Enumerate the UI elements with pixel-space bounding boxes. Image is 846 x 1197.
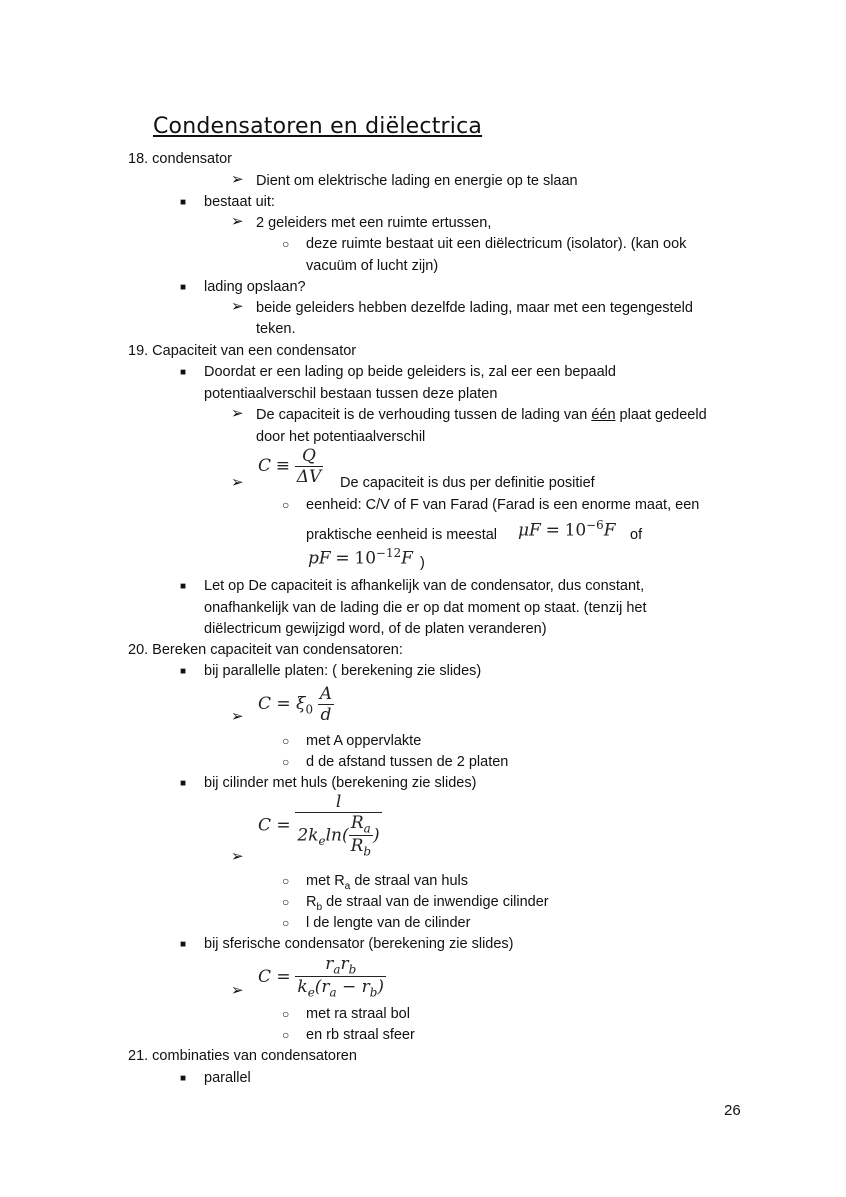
- fraction: [318, 684, 334, 725]
- text-line: deze ruimte bestaat uit een diëlectricum (isolator). (kan ook: [306, 236, 687, 252]
- formula-symbol: 2k: [297, 825, 319, 846]
- square-bullet-icon: ■: [180, 197, 187, 208]
- numerator: A: [319, 684, 333, 704]
- text-line: De capaciteit is dus per definitie positief: [340, 475, 595, 491]
- subscript: 0: [305, 702, 314, 717]
- text-line: l de lengte van de cilinder: [306, 915, 471, 931]
- square-bullet-icon: ■: [180, 1073, 187, 1084]
- denominator: [295, 976, 386, 999]
- circle-bullet-icon: ○: [282, 1007, 290, 1021]
- arrow-bullet-icon: ➢: [231, 213, 244, 230]
- formula-symbol: C: [258, 455, 272, 476]
- square-bullet-icon: ■: [180, 778, 187, 789]
- emphasized-word: één: [591, 407, 616, 423]
- formula-symbol: R: [350, 813, 364, 833]
- text-line: of: [630, 527, 643, 543]
- cylinder-formula: [258, 792, 382, 859]
- text-line: lading opslaan?: [204, 279, 306, 295]
- text-line: vacuüm of lucht zijn): [306, 258, 439, 274]
- text-line: bij parallelle platen: ( berekening zie slides): [204, 663, 482, 679]
- formula-symbol: ≡: [275, 455, 290, 476]
- page-number: 26: [724, 1102, 741, 1119]
- fraction: [349, 813, 373, 859]
- subscript: a: [333, 962, 341, 977]
- formula-symbol: ): [377, 977, 385, 998]
- formula-symbol: F: [401, 548, 413, 569]
- formula-symbol: − r: [336, 977, 370, 998]
- subscript: b: [363, 844, 372, 859]
- text-line: ): [420, 555, 425, 571]
- formula-symbol: pF: [308, 548, 331, 569]
- section-19-heading: 19. Capaciteit van een condensator: [128, 343, 357, 359]
- circle-bullet-icon: ○: [282, 498, 290, 512]
- denominator: d: [318, 704, 334, 725]
- circle-bullet-icon: ○: [282, 237, 290, 251]
- text-line: beide geleiders hebben dezelfde lading, maar met een tegengesteld: [256, 300, 693, 316]
- text-fragment: de straal van de inwendige cilinder: [322, 894, 549, 910]
- circle-bullet-icon: ○: [282, 874, 290, 888]
- square-bullet-icon: ■: [180, 939, 187, 950]
- text-fragment: met R: [306, 873, 345, 889]
- text-line: met A oppervlakte: [306, 733, 422, 749]
- text-line: bij cilinder met huls (berekening zie slides): [204, 775, 477, 791]
- fraction: [295, 954, 386, 1000]
- exponent: −6: [586, 518, 604, 532]
- formula-symbol: C = ξ: [258, 693, 306, 714]
- denominator: ΔV: [296, 467, 322, 487]
- circle-bullet-icon: ○: [282, 734, 290, 748]
- text-fragment: plaat gedeeld: [615, 407, 707, 423]
- square-bullet-icon: ■: [180, 367, 187, 378]
- text-line: Doordat er een lading op beide geleiders is, zal eer een bepaald: [204, 364, 616, 380]
- section-21-heading: 21. combinaties van condensatoren: [128, 1048, 357, 1064]
- formula-symbol: (r: [314, 977, 330, 998]
- formula-symbol: μF: [518, 520, 541, 541]
- text-line: met ra straal bol: [306, 1006, 410, 1022]
- square-bullet-icon: ■: [180, 282, 187, 293]
- numerator: l: [335, 792, 342, 812]
- text-line: parallel: [204, 1070, 251, 1086]
- subscript: e: [318, 833, 326, 848]
- numerator: Q: [302, 446, 316, 466]
- arrow-bullet-icon: ➢: [231, 848, 244, 865]
- text-line: door het potentiaalverschil: [256, 429, 426, 445]
- spherical-formula: [258, 954, 386, 1000]
- fraction: [295, 792, 381, 859]
- text-line: diëlectricum gewijzigd word, of de platen veranderen): [204, 621, 547, 637]
- circle-bullet-icon: ○: [282, 1028, 290, 1042]
- denominator: [349, 835, 373, 858]
- text-line: bestaat uit:: [204, 194, 275, 210]
- section-20-heading: 20. Bereken capaciteit van condensatoren:: [128, 642, 403, 658]
- arrow-bullet-icon: ➢: [231, 171, 244, 188]
- exponent: −12: [376, 546, 402, 560]
- formula-symbol: 10: [564, 520, 587, 541]
- circle-bullet-icon: ○: [282, 755, 290, 769]
- arrow-bullet-icon: ➢: [231, 405, 244, 422]
- text-fragment: de straal van huls: [350, 873, 468, 889]
- fraction: [295, 446, 324, 487]
- subscript: a: [329, 985, 337, 1000]
- arrow-bullet-icon: ➢: [231, 298, 244, 315]
- formula-symbol: F: [603, 520, 616, 541]
- formula-symbol: 10: [354, 548, 377, 569]
- subscript: b: [316, 901, 323, 913]
- subscript: a: [344, 880, 351, 892]
- denominator: [295, 812, 381, 859]
- text-line: bij sferische condensator (berekening zie slides): [204, 936, 514, 952]
- formula-symbol: R: [350, 836, 364, 857]
- numerator: [349, 813, 373, 835]
- subscript: a: [363, 821, 371, 836]
- text-line: eenheid: C/V of F van Farad (Farad is een enorme maat, een: [306, 497, 700, 513]
- formula-symbol: k: [297, 977, 308, 998]
- formula-symbol: ln(: [325, 825, 349, 846]
- text-line: [256, 406, 707, 424]
- text-line: en rb straal sfeer: [306, 1027, 415, 1043]
- pico-farad-formula: [308, 546, 413, 569]
- text-line: Dient om elektrische lading en energie op te slaan: [256, 173, 578, 189]
- text-line: 2 geleiders met een ruimte ertussen,: [256, 215, 492, 231]
- text-fragment: De capaciteit is de verhouding tussen de lading van: [256, 407, 592, 423]
- formula-symbol: =: [335, 548, 350, 569]
- square-bullet-icon: ■: [180, 581, 187, 592]
- micro-farad-formula: [518, 518, 616, 541]
- square-bullet-icon: ■: [180, 666, 187, 677]
- parallel-plate-formula: [258, 684, 334, 725]
- formula-symbol: C =: [258, 815, 291, 836]
- section-18-heading: 18. condensator: [128, 151, 232, 167]
- page-title: Condensatoren en diëlectrica: [153, 114, 483, 139]
- formula-symbol: C =: [258, 966, 291, 987]
- text-line: onafhankelijk van de lading die er op dat moment op staat. (tenzij het: [204, 600, 647, 616]
- formula-symbol: r: [340, 954, 349, 974]
- text-fragment: R: [306, 894, 317, 910]
- formula-symbol: r: [325, 954, 334, 974]
- circle-bullet-icon: ○: [282, 895, 290, 909]
- text-line: d de afstand tussen de 2 platen: [306, 754, 509, 770]
- arrow-bullet-icon: ➢: [231, 474, 244, 491]
- text-line: teken.: [256, 321, 296, 337]
- numerator: [295, 954, 386, 976]
- text-line: praktische eenheid is meestal: [306, 527, 498, 543]
- formula-symbol: =: [545, 520, 560, 541]
- circle-bullet-icon: ○: [282, 916, 290, 930]
- arrow-bullet-icon: ➢: [231, 982, 244, 999]
- capacitance-definition-formula: [258, 446, 323, 487]
- arrow-bullet-icon: ➢: [231, 708, 244, 725]
- formula-symbol: ): [373, 825, 380, 846]
- text-line: Let op De capaciteit is afhankelijk van de condensator, dus constant,: [204, 578, 645, 594]
- subscript: b: [348, 962, 357, 977]
- text-line: potentiaalverschil bestaan tussen deze platen: [204, 386, 498, 402]
- subscript: b: [369, 985, 378, 1000]
- subscript: e: [307, 985, 315, 1000]
